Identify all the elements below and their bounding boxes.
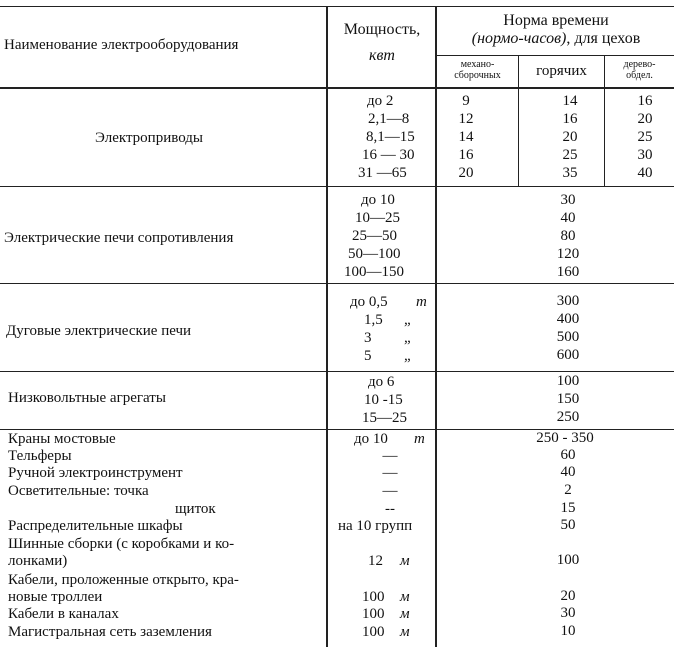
arc-power: 3 xyxy=(364,330,372,346)
misc-item-name: Ручной электроинструмент xyxy=(8,465,183,481)
arc-unit: „ xyxy=(404,330,411,346)
group-name-drives: Электроприводы xyxy=(95,130,203,146)
drives-wood: 25 xyxy=(637,129,653,145)
subheader-wood-line1: дерево- xyxy=(623,59,656,70)
norm-subheader-rule xyxy=(436,55,674,56)
misc-item-norm: 2 xyxy=(564,482,572,498)
furnaces-norm: 80 xyxy=(560,228,576,244)
arc-norm: 600 xyxy=(556,347,580,363)
header-norm-suffix: , для цехов xyxy=(566,30,641,47)
header-norm-line1: Норма времени xyxy=(503,12,609,29)
lowvolt-power: 10 -15 xyxy=(364,392,403,408)
misc-item-power: — xyxy=(382,483,398,499)
misc-item-norm: 15 xyxy=(560,500,576,516)
header-name-column: Наименование электрооборудования xyxy=(4,37,239,53)
misc-item-norm: 20 xyxy=(560,588,576,604)
misc-item-norm: 40 xyxy=(560,464,576,480)
power-column-border xyxy=(435,6,437,647)
drives-power: 8,1—15 xyxy=(366,129,415,145)
misc-item-unit: м xyxy=(400,606,410,622)
drives-power: до 2 xyxy=(367,93,394,109)
drives-hot: 35 xyxy=(562,165,578,181)
misc-item-name: Кабели, проложенные открыто, кра- xyxy=(8,572,239,588)
misc-item-power: — xyxy=(382,465,398,481)
furnaces-norm: 40 xyxy=(560,210,576,226)
group-name-arc: Дуговые электрические печи xyxy=(6,323,192,339)
subheader-mech xyxy=(437,59,518,81)
header-norm-unit: (нормо-часов) xyxy=(471,30,567,47)
furnaces-power: до 10 xyxy=(361,192,395,208)
subheader-wood xyxy=(605,59,674,81)
table-top-rule xyxy=(0,6,674,7)
drives-power: 2,1—8 xyxy=(368,111,410,127)
misc-item-name-cont: лонками) xyxy=(8,553,68,569)
lowvolt-norm: 150 xyxy=(556,391,580,407)
group-rule-3 xyxy=(0,371,674,372)
misc-item-power: на 10 групп xyxy=(338,518,413,534)
drives-hot: 20 xyxy=(562,129,578,145)
group-rule-2 xyxy=(0,283,674,284)
drives-hot: 16 xyxy=(562,111,578,127)
misc-item-name: Магистральная сеть заземления xyxy=(8,624,212,640)
misc-item-power: до 10 xyxy=(354,431,388,447)
furnaces-power: 25—50 xyxy=(352,228,397,244)
drives-power: 31 —65 xyxy=(358,165,407,181)
lowvolt-power: до 6 xyxy=(368,374,395,390)
header-power-unit: квт xyxy=(369,47,395,64)
subheader-mech-line1: механо- xyxy=(460,59,495,70)
lowvolt-power: 15—25 xyxy=(362,410,407,426)
misc-item-name: Кабели в каналах xyxy=(8,606,119,622)
misc-item-power: 12 xyxy=(368,553,383,569)
misc-item-norm: 10 xyxy=(560,623,576,639)
drives-wood: 16 xyxy=(637,93,653,109)
furnaces-norm: 120 xyxy=(556,246,580,262)
misc-item-name: щиток xyxy=(175,501,216,517)
misc-item-norm: 30 xyxy=(560,605,576,621)
drives-wood: 40 xyxy=(637,165,653,181)
arc-norm: 300 xyxy=(556,293,580,309)
arc-unit: „ xyxy=(404,348,411,364)
misc-item-unit: м xyxy=(400,624,410,640)
misc-item-norm: 50 xyxy=(560,517,576,533)
group-name-furnaces: Электрические печи сопротивления xyxy=(4,230,234,246)
header-bottom-rule xyxy=(0,87,674,89)
lowvolt-norm: 250 xyxy=(556,409,580,425)
misc-item-name: Тельферы xyxy=(8,448,72,464)
misc-item-unit: т xyxy=(414,431,425,447)
drives-mech: 16 xyxy=(458,147,474,163)
misc-item-power: 100 xyxy=(362,624,385,640)
lowvolt-norm: 100 xyxy=(556,373,580,389)
misc-item-name: Краны мостовые xyxy=(8,431,116,447)
group-name-lowvolt: Низковольтные агрегаты xyxy=(8,390,166,406)
arc-unit: т xyxy=(416,294,427,310)
group-rule-1 xyxy=(0,186,674,187)
arc-power: 1,5 xyxy=(364,312,383,328)
arc-unit: „ xyxy=(404,312,411,328)
drives-mech: 12 xyxy=(458,111,474,127)
furnaces-norm: 160 xyxy=(556,264,580,280)
furnaces-power: 50—100 xyxy=(348,246,401,262)
subheader-mech-line2: сборочных xyxy=(454,70,501,81)
subheader-hot: горячих xyxy=(536,63,587,79)
subheader-wood-line2: обдел. xyxy=(626,70,653,81)
drives-hot: 25 xyxy=(562,147,578,163)
furnaces-power: 100—150 xyxy=(344,264,404,280)
drives-mech: 9 xyxy=(462,93,470,109)
furnaces-norm: 30 xyxy=(560,192,576,208)
arc-power: до 0,5 xyxy=(350,294,388,310)
arc-power: 5 xyxy=(364,348,372,364)
arc-norm: 400 xyxy=(556,311,580,327)
misc-item-norm: 100 xyxy=(556,552,580,568)
misc-item-unit: м xyxy=(400,589,410,605)
drives-power: 16 — 30 xyxy=(362,147,415,163)
header-power-line1: Мощность, xyxy=(343,21,421,38)
furnaces-power: 10—25 xyxy=(355,210,400,226)
drives-wood: 30 xyxy=(637,147,653,163)
misc-item-power: — xyxy=(382,448,398,464)
misc-item-power: -- xyxy=(385,501,395,517)
drives-mech: 20 xyxy=(458,165,474,181)
misc-item-name-cont: новые троллеи xyxy=(8,589,103,605)
misc-item-power: 100 xyxy=(362,589,385,605)
misc-item-norm: 60 xyxy=(560,447,576,463)
drives-wood: 20 xyxy=(637,111,653,127)
misc-item-unit: м xyxy=(400,553,410,569)
name-column-border xyxy=(326,6,328,647)
misc-item-name: Шинные сборки (с коробками и ко- xyxy=(8,536,235,552)
misc-item-power: 100 xyxy=(362,606,385,622)
arc-norm: 500 xyxy=(556,329,580,345)
drives-hot: 14 xyxy=(562,93,578,109)
misc-item-name: Осветительные: точка xyxy=(8,483,149,499)
header-norm-line2 xyxy=(438,31,674,47)
drives-mech: 14 xyxy=(458,129,474,145)
misc-item-name: Распределительные шкафы xyxy=(8,518,183,534)
misc-item-norm: 250 - 350 xyxy=(536,430,594,446)
